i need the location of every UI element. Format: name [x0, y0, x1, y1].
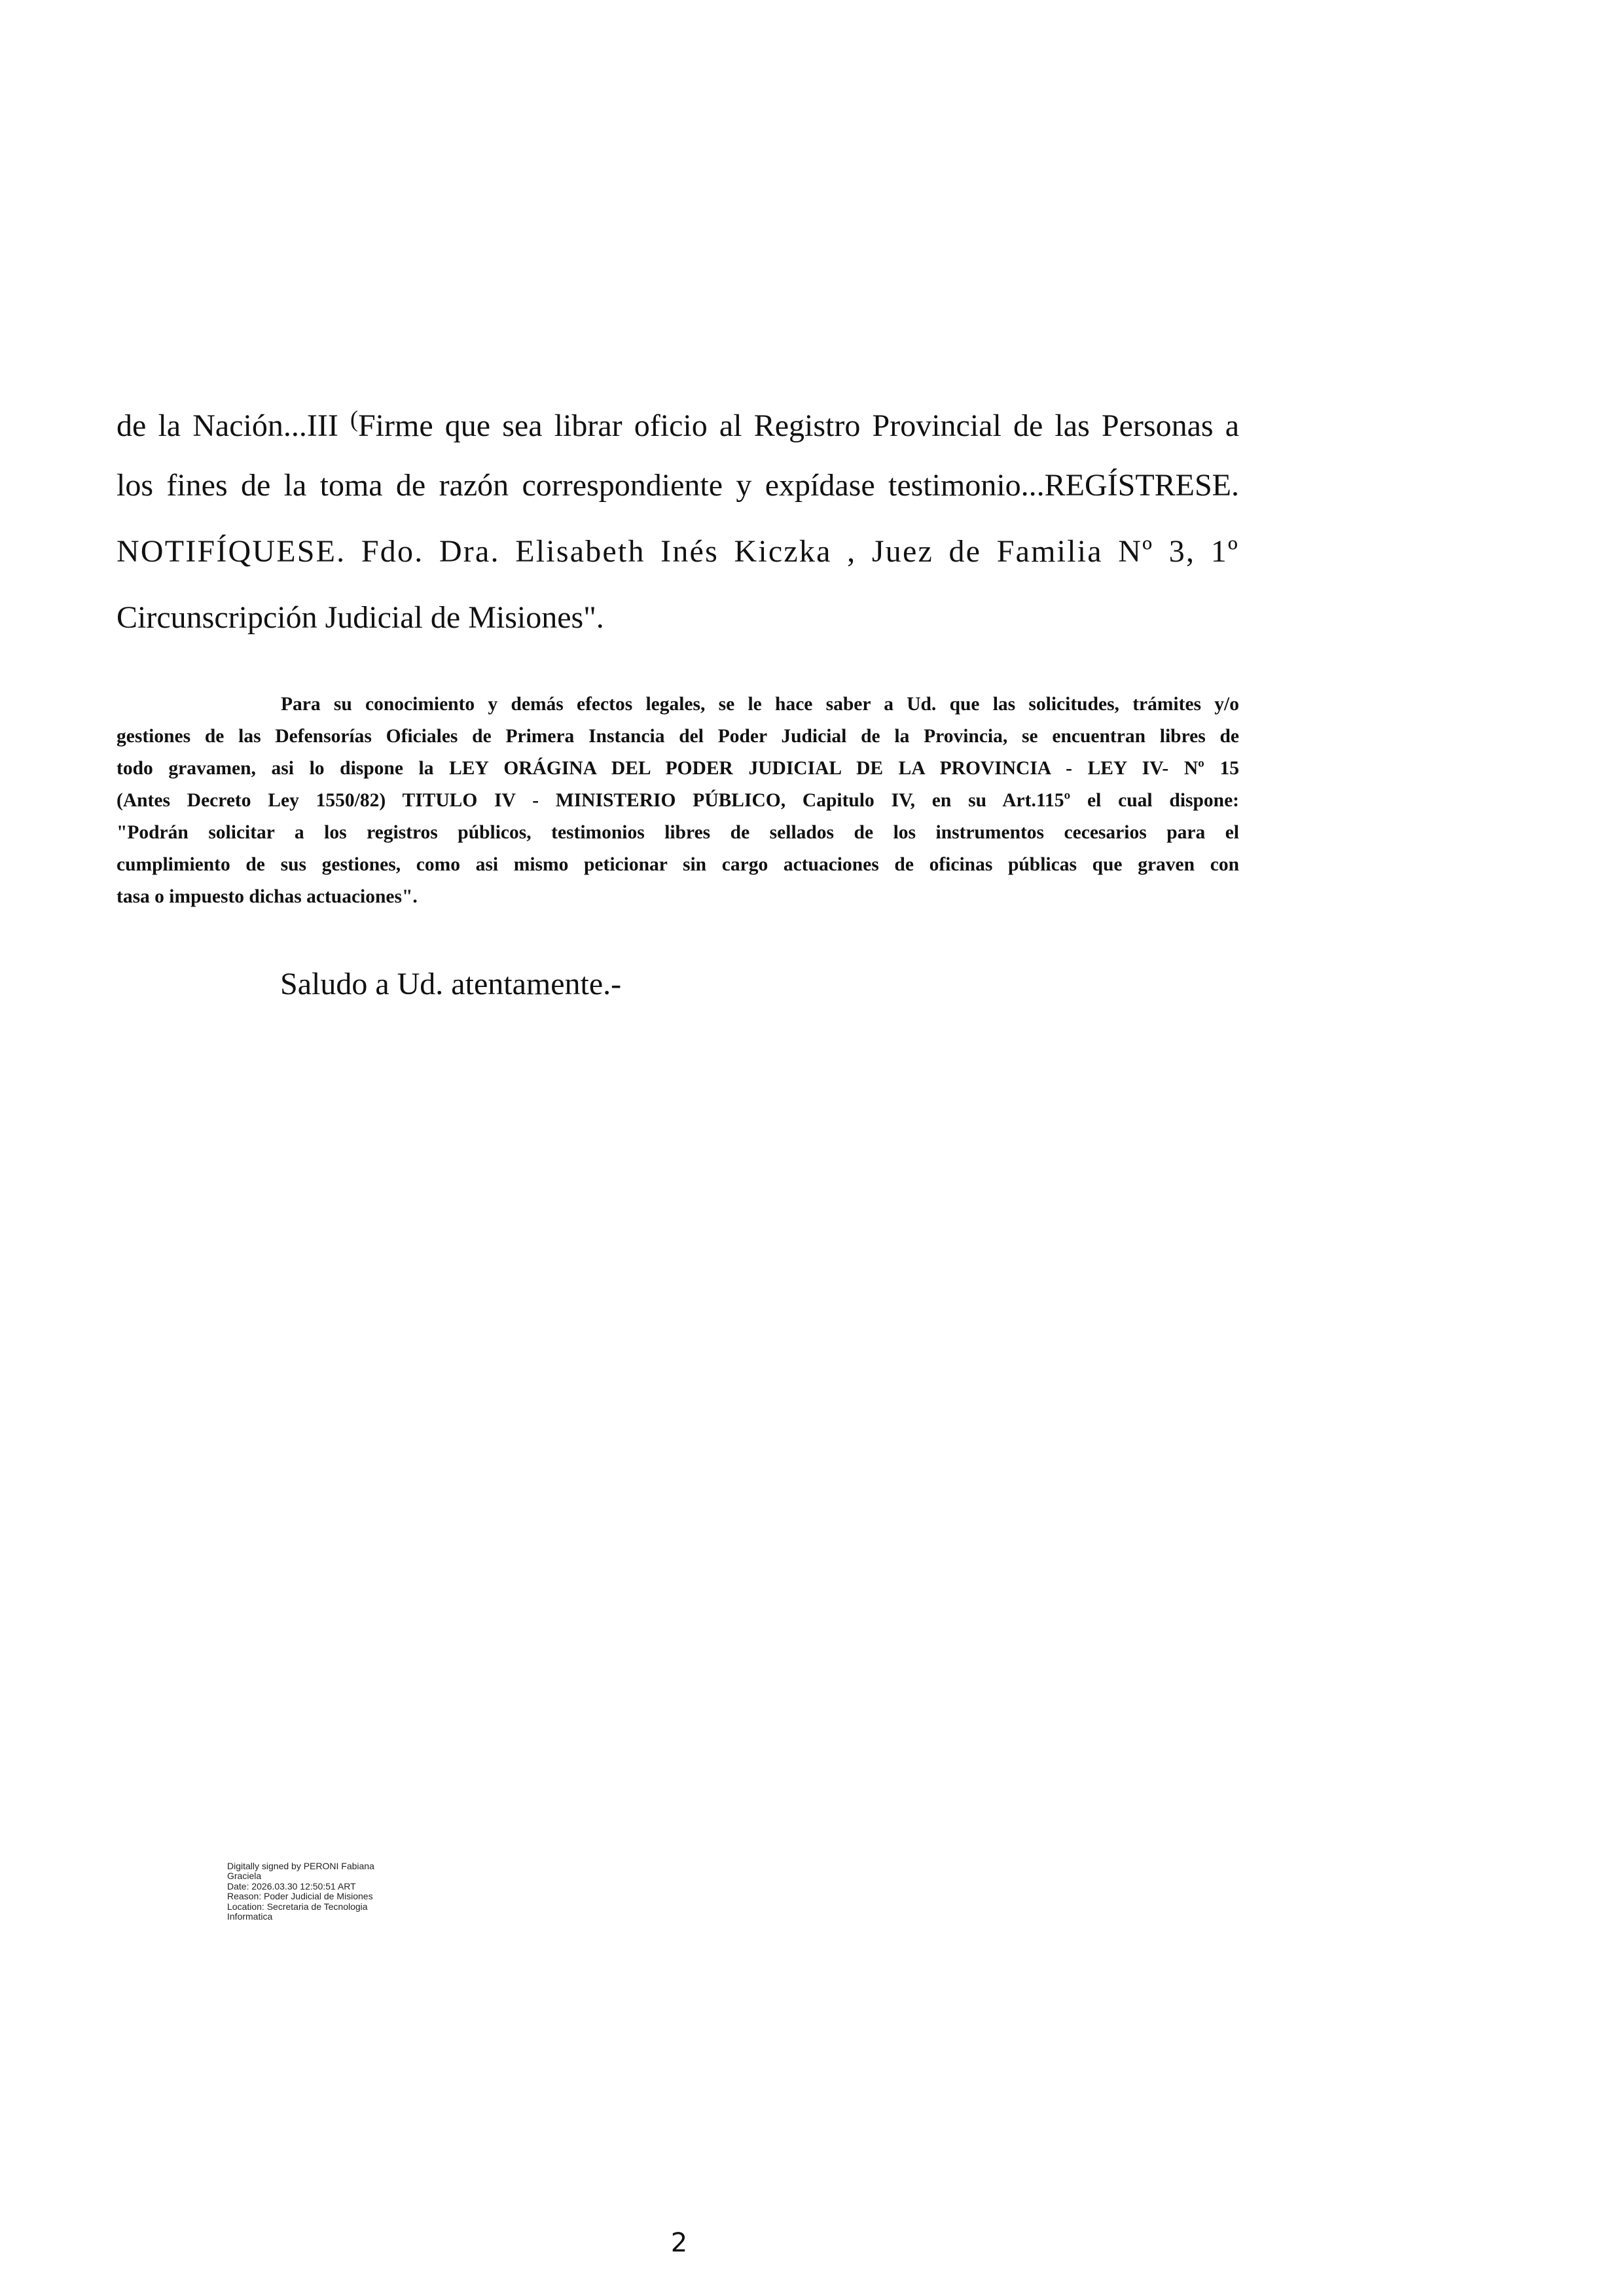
notice-line-7: tasa o impuesto dichas actuaciones". — [117, 886, 418, 907]
notice-line-6: cumplimiento de sus gestiones, como asi mismo peticionar sin cargo actuaciones de oficinas públicas que graven con — [117, 854, 1239, 875]
notice-line-1: Para su conocimiento y demás efectos legales, se le hace saber a Ud. que las solicitudes, trámites y/o — [281, 694, 1239, 715]
body-line-1 — [117, 386, 1239, 452]
page-number: 2 — [670, 2228, 688, 2258]
signature-line-4: Reason: Poder Judicial de Misiones — [227, 1891, 373, 1902]
legal-notice — [117, 689, 1239, 913]
signature-line-3: Date: 2026.03.30 12:50:51 ART — [227, 1880, 356, 1892]
notice-line-3: todo gravamen, asi lo dispone la LEY ORÁGINA DEL PODER JUDICIAL DE LA PROVINCIA - LEY IV- Nº 15 — [117, 758, 1239, 779]
closing-salutation: Saludo a Ud. atentamente.- — [280, 967, 622, 1001]
body-line-1-before: de la Nación...III — [117, 408, 350, 443]
body-line-2: los fines de la toma de razón correspondiente y expídase testimonio...REGÍSTRESE. — [117, 468, 1239, 503]
body-line-1-after: Firme que sea librar oficio al Registro Provincial de las Personas a — [357, 408, 1240, 443]
open-parenthesis: ( — [350, 406, 358, 432]
resolution-excerpt — [117, 386, 1239, 651]
notice-line-2: gestiones de las Defensorías Oficiales de Primera Instancia del Poder Judicial de la Provincia, se encuentran libres de — [117, 726, 1239, 747]
signature-line-1: Digitally signed by PERONI Fabiana — [227, 1861, 374, 1871]
body-line-3: NOTIFÍQUESE. Fdo. Dra. Elisabeth Inés Kiczka , Juez de Familia Nº 3, 1º — [117, 534, 1239, 569]
body-line-4: Circunscripción Judicial de Misiones". — [117, 600, 604, 635]
digital-signature-block — [227, 1861, 443, 1922]
signature-line-5: Location: Secretaria de Tecnologia — [227, 1901, 368, 1912]
signature-line-2: Graciela — [227, 1871, 262, 1882]
notice-line-4: (Antes Decreto Ley 1550/82) TITULO IV - MINISTERIO PÚBLICO, Capitulo IV, en su Art.115º el cual dispone: — [117, 790, 1239, 811]
signature-line-6: Informatica — [227, 1911, 273, 1922]
notice-line-5: "Podrán solicitar a los registros públicos, testimonios libres de sellados de los instrumentos cecesarios para el — [117, 822, 1239, 843]
